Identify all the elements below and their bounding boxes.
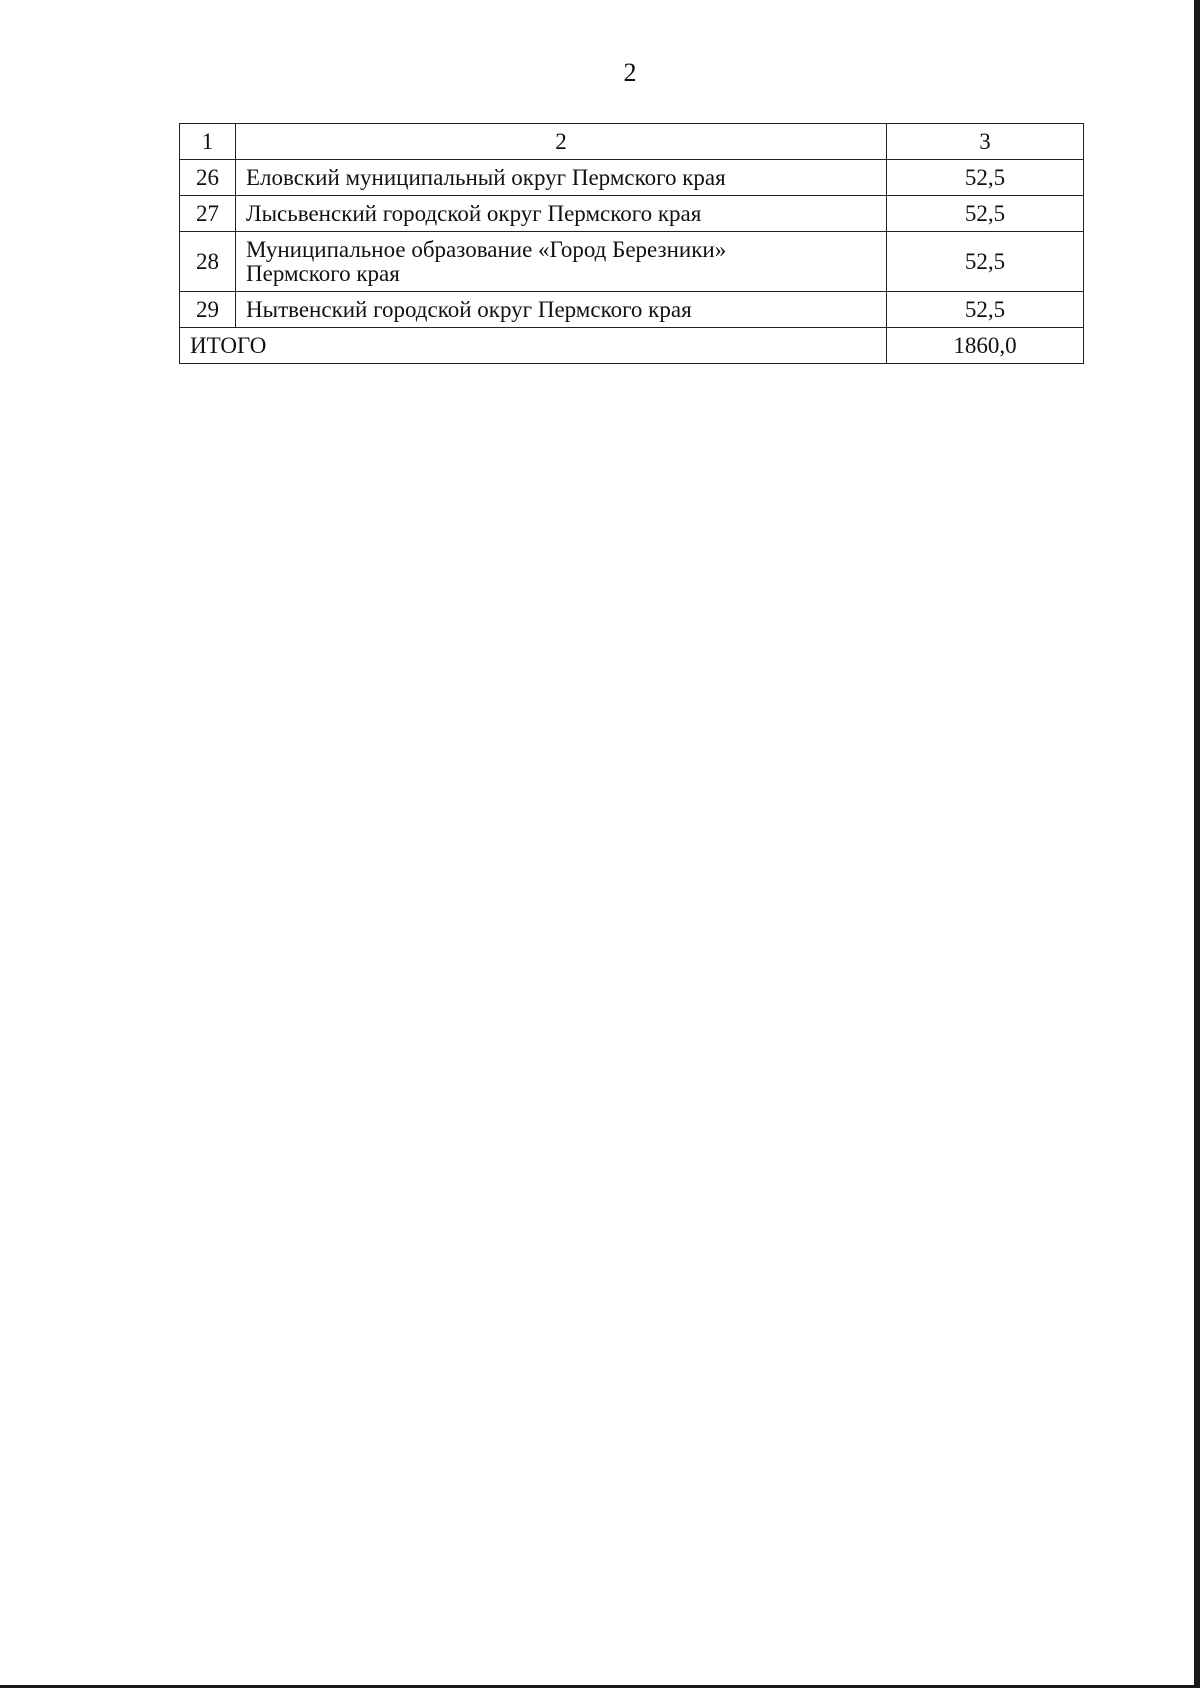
total-label: ИТОГО [180, 328, 887, 364]
table-total-row [180, 328, 1084, 364]
scan-edge-right [1194, 0, 1200, 1688]
allocation-table [179, 123, 1084, 364]
header-cell-2: 2 [236, 124, 887, 160]
total-value: 1860,0 [887, 328, 1084, 364]
row-name [236, 232, 887, 292]
row-name: Лысьвенский городской округ Пермского края [236, 196, 887, 232]
table-row [180, 196, 1084, 232]
row-name-line: Муниципальное образование «Город Березники» [246, 236, 727, 262]
header-cell-3: 3 [887, 124, 1084, 160]
row-number: 26 [180, 160, 236, 196]
row-number: 29 [180, 292, 236, 328]
row-value: 52,5 [887, 160, 1084, 196]
header-cell-1: 1 [180, 124, 236, 160]
row-name: Нытвенский городской округ Пермского края [236, 292, 887, 328]
row-value: 52,5 [887, 196, 1084, 232]
table-row [180, 292, 1084, 328]
table-header-row [180, 124, 1084, 160]
table-row [180, 160, 1084, 196]
page-number: 2 [623, 58, 637, 87]
table-row [180, 232, 1084, 292]
row-name: Еловский муниципальный округ Пермского края [236, 160, 887, 196]
row-number: 27 [180, 196, 236, 232]
row-value: 52,5 [887, 292, 1084, 328]
row-name-line: Пермского края [246, 260, 400, 286]
row-number: 28 [180, 232, 236, 292]
row-value: 52,5 [887, 232, 1084, 292]
